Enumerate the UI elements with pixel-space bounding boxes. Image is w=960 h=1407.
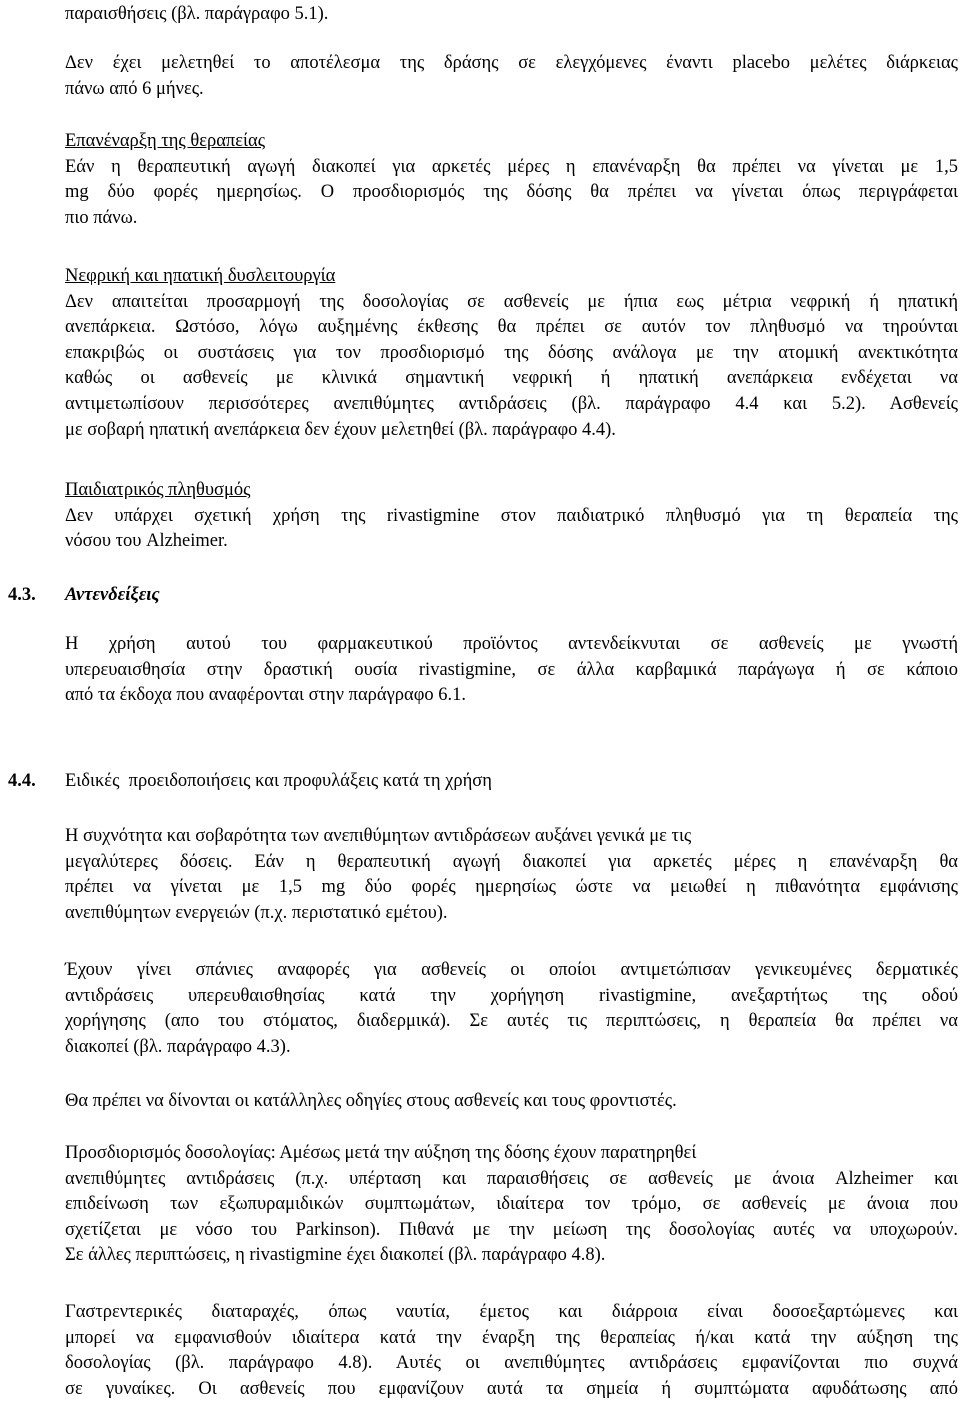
paragraph-placebo: Δεν έχει μελετηθεί το αποτέλεσμα της δράσης σε ελεγχόμενες έναντι placebo μελέτες διάρκειας πάνω από 6 μήνες. — [65, 53, 958, 99]
paragraph-warnings-4: Προσδιορισμός δοσολογίας: Αμέσως μετά την αύξηση της δόσης έχουν παρατηρηθεί ανεπιθύμητες αντιδράσεις (π.χ. υπέρταση και παραισθήσεις σε ασθενείς με άνοια Alzheimer και επιδείνωση των εξωπυραμιδικών συμπτωμάτων, ιδιαίτερα τον τρόμο, σε ασθενείς με άνοια που σχετίζεται με νόσο του Parkinson). Πιθανά με την μείωση της δοσολογίας αυτές να υποχωρούν. Σε άλλες περιπτώσεις, η rivastigmine έχει διακοπεί (βλ. παράγραφο 4.8). — [65, 1143, 958, 1266]
section-number-4-4: 4.4. — [8, 771, 36, 791]
section-pediatric: Παιδιατρικός πληθυσμός Δεν υπάρχει σχετική χρήση της rivastigmine στον παιδιατρικό πληθυσμό για τη θεραπεία της νόσου του Alzheimer. — [65, 480, 958, 552]
paragraph-warnings-1: Η συχνότητα και σοβαρότητα των ανεπιθύμητων αντιδράσεων αυξάνει γενικά με τις μεγαλύτερες δόσεις. Εάν η θεραπευτική αγωγή διακοπεί για αρκετές μέρες η επανέναρξη θα πρέπει να γίνεται με 1,5 mg δύο φορές ημερησίως ώστε να μειωθεί η πιθανότητα εμφάνισης ανεπιθύμητων ενεργειών (π.χ. περιστατικό εμέτου). — [65, 826, 958, 923]
section-restart: Επανέναρξη της θεραπείας Εάν η θεραπευτική αγωγή διακοπεί για αρκετές μέρες η επανέναρξη θα πρέπει να γίνεται με 1,5 mg δύο φορές ημερησίως. Ο προσδιορισμός της δόσης θα πρέπει να γίνεται όπως περιγράφεται πιο πάνω. — [65, 131, 958, 228]
paragraph-contraindications: Η χρήση αυτού του φαρμακευτικού προϊόντος αντενδείκνυται σε ασθενείς με γνωστή υπερευαισθησία στην δραστική ουσία rivastigmine, σε άλλα καρβαμικά παράγωγα ή σε κάποιο από τα έκδοχα που αναφέρονται στην παράγραφο 6.1. — [65, 634, 958, 706]
paragraph-continuation: παραισθήσεις (βλ. παράγραφο 5.1). — [65, 4, 329, 24]
section-number-4-3: 4.3. — [8, 585, 36, 605]
subheading-restart: Επανέναρξη της θεραπείας — [65, 131, 266, 151]
paragraph-warnings-5: Γαστρεντερικές διαταραχές, όπως ναυτία, έμετος και διάρροια είναι δοσοεξαρτώμενες και μπορεί να εμφανισθούν ιδιαίτερα κατά την έναρξη της θεραπείας ή/και κατά την αύξηση της δοσολογίας (βλ. παράγραφο 4.8). Αυτές οι ανεπιθύμητες αντιδράσεις εμφανίζονται πιο συχνά σε γυναίκες. Οι ασθενείς που εμφανίζουν αυτά τα σημεία ή συμπτώματα αφυδάτωσης από — [65, 1302, 958, 1399]
subheading-pediatric: Παιδιατρικός πληθυσμός — [65, 480, 251, 500]
section-title-4-3: Αντενδείξεις — [65, 585, 160, 605]
paragraph-warnings-2: Έχουν γίνει σπάνιες αναφορές για ασθενείς οι οποίοι αντιμετώπισαν γενικευμένες δερματικές αντιδράσεις υπερευθαισθησίας κατά την χορήγηση rivastigmine, ανεξαρτήτως της οδού χορήγησης (απο του στόματος, διαδερμικά). Σε αυτές τις περιπτώσεις, η θεραπεία θα πρέπει να διακοπεί (βλ. παράγραφο 4.3). — [65, 960, 958, 1057]
section-renal-hepatic: Νεφρική και ηπατική δυσλειτουργία Δεν απαιτείται προσαρμογή της δοσολογίας σε ασθενείς με ήπια εως μέτρια νεφρική ή ηπατική ανεπάρκεια. Ωστόσο, λόγω αυξημένης έκθεσης θα πρέπει σε αυτόν τον πληθυσμό να τηρούνται επακριβώς οι συστάσεις για τον προσδιορισμό της δόσης ανάλογα με την ατομική ανεκτικότητα καθώς οι ασθενείς με κλινικά σημαντική νεφρική ή ηπατική ανεπάρκεια ενδέχεται να αντιμετωπίσουν περισσότερες ανεπιθύμητες αντιδράσεις (βλ. παράγραφο 4.4 και 5.2). Ασθενείς με σοβαρή ηπατική ανεπάρκεια δεν έχουν μελετηθεί (βλ. παράγραφο 4.4). — [65, 266, 958, 440]
paragraph-warnings-3: Θα πρέπει να δίνονται οι κατάλληλες οδηγίες στους ασθενείς και τους φροντιστές. — [65, 1091, 677, 1111]
subheading-renal-hepatic: Νεφρική και ηπατική δυσλειτουργία — [65, 266, 336, 286]
section-title-4-4: Ειδικές προειδοποιήσεις και προφυλάξεις κατά τη χρήση — [65, 771, 492, 791]
